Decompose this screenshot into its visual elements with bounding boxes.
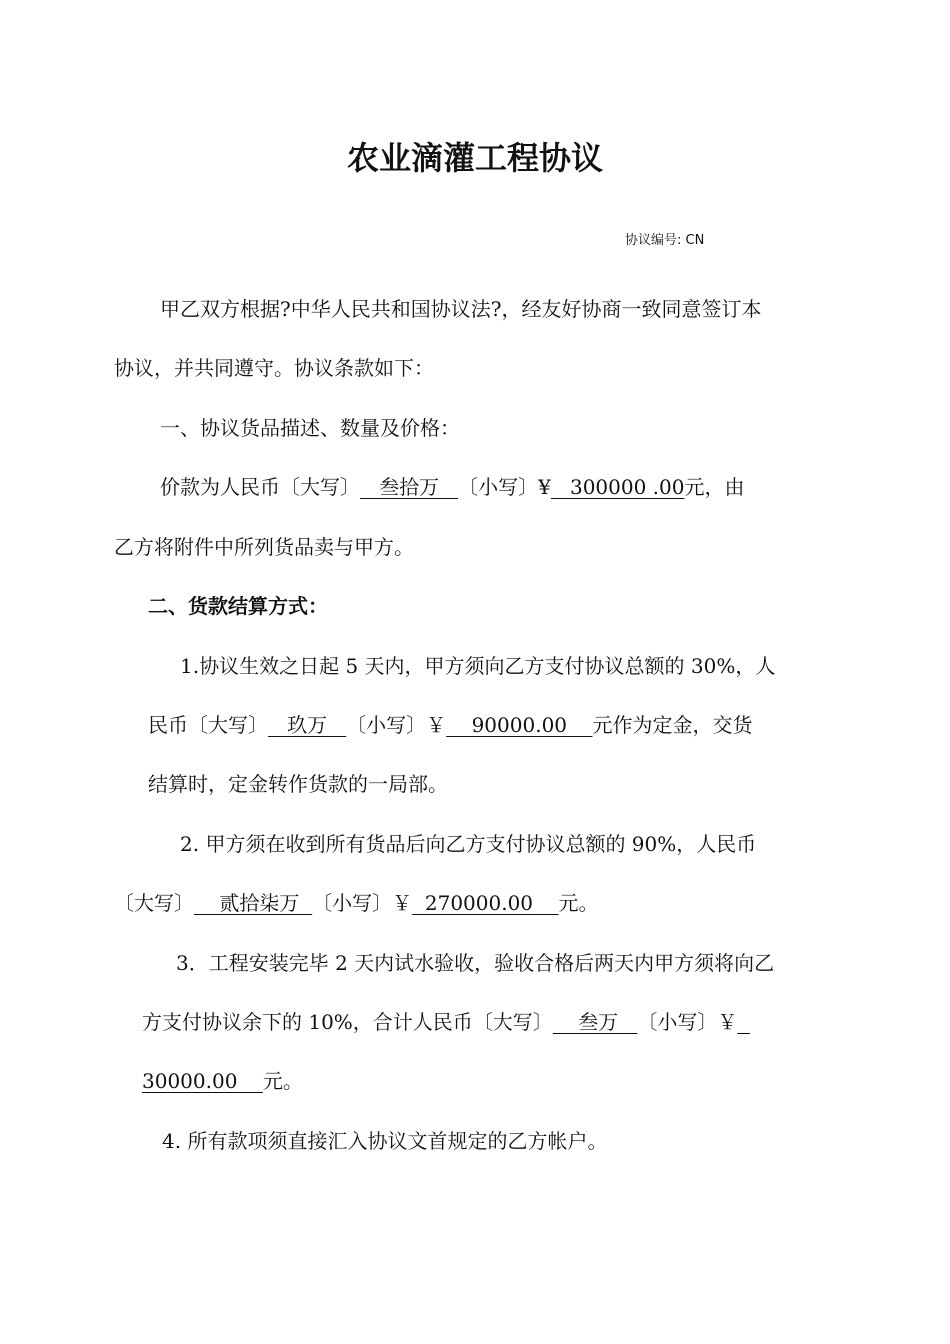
item-3-suffix: 元。 [262,1069,303,1093]
item-2-line-1: 2. 甲方须在收到所有货品后向乙方支付协议总额的 90%，人民币 [180,832,757,856]
price-lowercase-label: 〔小写〕¥ [458,475,551,499]
price-suffix: 元，由 [684,475,745,499]
contract-number: 协议编号: CN [625,233,705,248]
item-3-lowercase-amount-start [737,1010,750,1034]
item-1-line-3: 结算时，定金转作货款的一局部。 [148,772,448,796]
item-3-prefix: 方支付协议余下的 10%，合计人民币〔大写〕 [142,1010,553,1034]
section-2-heading: 二、货款结算方式： [148,594,328,618]
item-2-suffix: 元。 [558,891,599,915]
item-4: 4. 所有款项须直接汇入协议文首规定的乙方帐户。 [162,1129,608,1153]
document-title: 农业滴灌工程协议 [346,139,603,177]
price-uppercase-amount: 叁拾万 [360,475,459,499]
item-3-lowercase-label: 〔小写〕￥ [637,1010,738,1034]
intro-line-2: 协议，并共同遵守。协议条款如下： [114,356,434,380]
item-3-line-1: 3．工程安装完毕 2 天内试水验收，验收合格后两天内甲方须将向乙 [176,951,775,975]
price-lowercase-amount: 300000 .00 [550,475,685,499]
item-3-lowercase-amount: 30000.00 [142,1069,263,1093]
item-3-line-3 [142,1066,303,1096]
item-3-line-2 [142,1007,750,1037]
item-1-lowercase-amount: 90000.00 [446,713,593,737]
item-2-lowercase-label: 〔小写〕￥ [312,891,413,915]
price-line [160,472,744,502]
item-1-line-2 [148,710,752,740]
item-2-line-2 [114,888,598,918]
item-2-uppercase-amount: 贰拾柒万 [194,891,313,915]
item-2-lowercase-amount: 270000.00 [412,891,559,915]
item-1-line-1: 1.协议生效之日起 5 天内，甲方须向乙方支付协议总额的 30%，人 [180,654,776,678]
intro-line-1: 甲乙双方根据?中华人民共和国协议法?，经友好协商一致同意签订本 [160,297,762,321]
item-1-uppercase-amount: 玖万 [268,713,347,737]
item-2-prefix: 〔大写〕 [114,891,194,915]
item-1-suffix: 元作为定金，交货 [592,713,753,737]
item-1-lowercase-label: 〔小写〕￥ [346,713,447,737]
item-1-prefix: 民币〔大写〕 [148,713,268,737]
price-prefix: 价款为人民币〔大写〕 [160,475,360,499]
item-3-uppercase-amount: 叁万 [552,1010,638,1034]
section-1-heading: 一、协议货品描述、数量及价格： [160,416,460,440]
price-line-2: 乙方将附件中所列货品卖与甲方。 [114,535,414,559]
